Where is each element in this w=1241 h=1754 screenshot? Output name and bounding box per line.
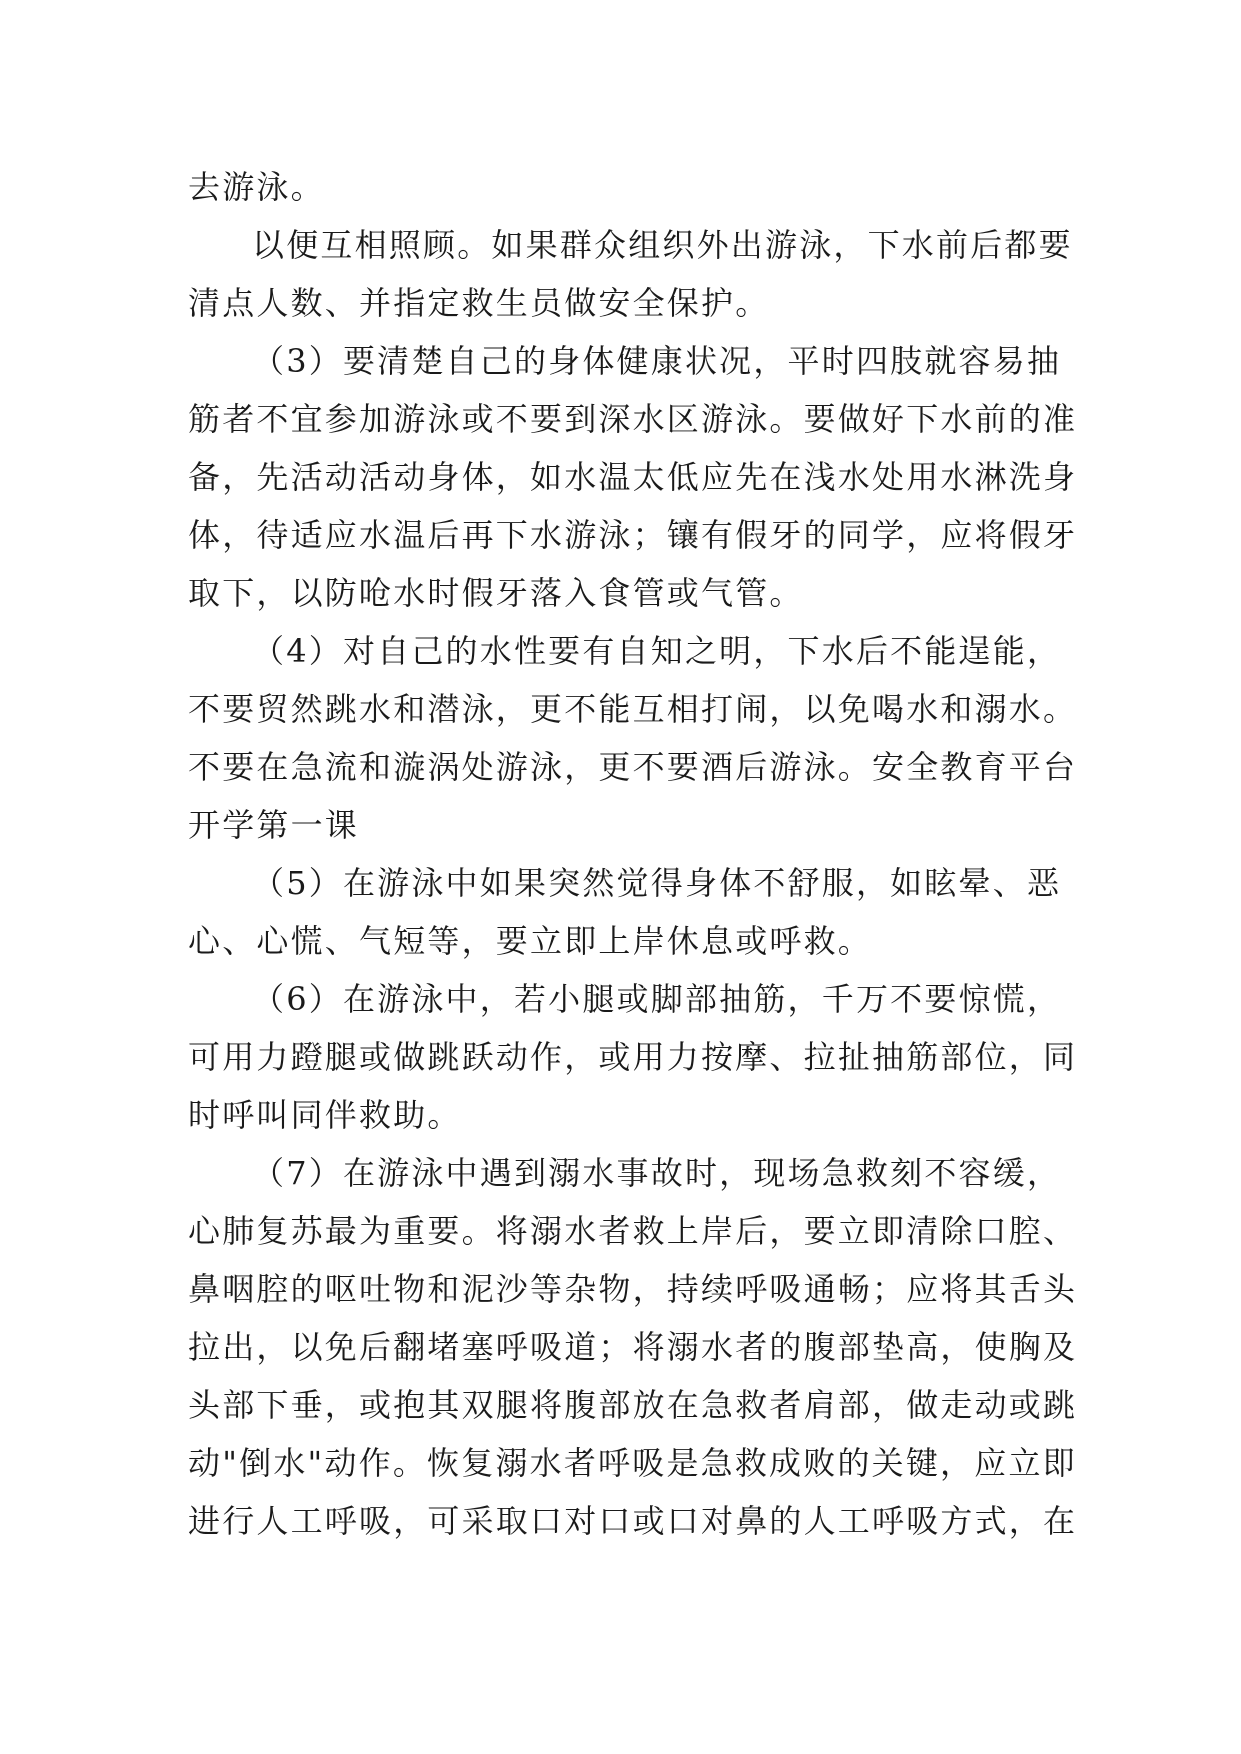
body-text <box>188 158 1078 1550</box>
text-line: 不要在急流和漩涡处游泳，更不要酒后游泳。安全教育平台 <box>188 748 1078 786</box>
text-line: （4）对自己的水性要有自知之明，下水后不能逞能， <box>252 632 1062 670</box>
text-line: 鼻咽腔的呕吐物和泥沙等杂物，持续呼吸通畅；应将其舌头 <box>188 1270 1078 1308</box>
text-line: 时呼叫同伴救助。 <box>188 1096 462 1134</box>
text-line: 开学第一课 <box>188 806 360 844</box>
text-line: 体，待适应水温后再下水游泳；镶有假牙的同学，应将假牙 <box>188 516 1078 554</box>
text-line: 动"倒水"动作。恢复溺水者呼吸是急救成败的关键，应立即 <box>188 1444 1077 1482</box>
text-line: 拉出，以免后翻堵塞呼吸道；将溺水者的腹部垫高，使胸及 <box>188 1328 1078 1366</box>
text-line: 头部下垂，或抱其双腿将腹部放在急救者肩部，做走动或跳 <box>188 1386 1078 1424</box>
text-line: 心肺复苏最为重要。将溺水者救上岸后，要立即清除口腔、 <box>188 1212 1078 1250</box>
text-line: 去游泳。 <box>188 168 325 206</box>
text-line: 筋者不宜参加游泳或不要到深水区游泳。要做好下水前的准 <box>188 400 1078 438</box>
text-line: 取下，以防呛水时假牙落入食管或气管。 <box>188 574 804 612</box>
text-line: 备，先活动活动身体，如水温太低应先在浅水处用水淋洗身 <box>188 458 1078 496</box>
text-line: 可用力蹬腿或做跳跃动作，或用力按摩、拉扯抽筋部位，同 <box>188 1038 1078 1076</box>
text-line: 心、心慌、气短等，要立即上岸休息或呼救。 <box>188 922 873 960</box>
text-line: 不要贸然跳水和潜泳，更不能互相打闹，以免喝水和溺水。 <box>188 690 1078 728</box>
text-line: （3）要清楚自己的身体健康状况，平时四肢就容易抽 <box>252 342 1062 380</box>
text-line: 进行人工呼吸，可采取口对口或口对鼻的人工呼吸方式，在 <box>188 1502 1078 1540</box>
text-line: （5）在游泳中如果突然觉得身体不舒服，如眩晕、恶 <box>252 864 1062 902</box>
text-line: 以便互相照顾。如果群众组织外出游泳，下水前后都要 <box>252 226 1073 264</box>
text-line: （7）在游泳中遇到溺水事故时，现场急救刻不容缓， <box>252 1154 1062 1192</box>
text-line: 清点人数、并指定救生员做安全保护。 <box>188 284 770 322</box>
text-line: （6）在游泳中，若小腿或脚部抽筋，千万不要惊慌， <box>252 980 1062 1018</box>
